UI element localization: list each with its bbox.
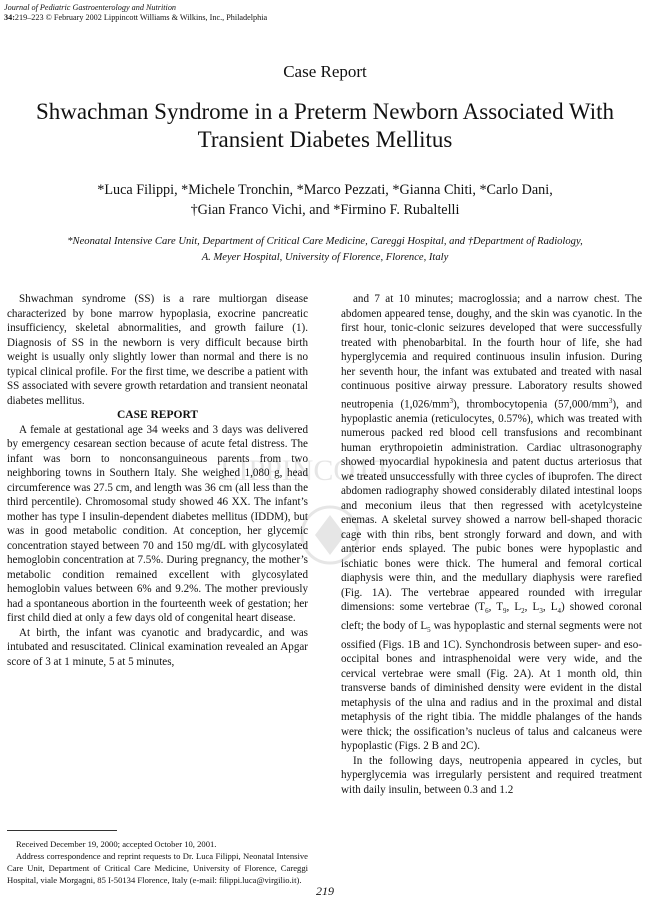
superscript: 3 bbox=[608, 396, 613, 405]
text-span: and 7 at 10 minutes; macroglossia; and a narrow chest. The abdomen appeared tense, doughy, and the skin was cyanotic. In the first hour, tonic-clonic seizures developed that were successfully treated with phenobarbital. In the fourth hour of life, she had hyperglycemia and required continuous insulin infusion. During her seventh hour, the infant was extubated and treated with nasal continuous positive airway pressure. Laboratory results showed neutropenia (1,026/mm bbox=[341, 293, 642, 411]
received-date-note: Received December 19, 2000; accepted October 10, 2001. bbox=[16, 839, 217, 849]
text-span: , L bbox=[524, 601, 540, 614]
subscript: 3 bbox=[539, 607, 543, 616]
author-list bbox=[0, 180, 650, 220]
correspondence-note: Address correspondence and reprint requests to Dr. Luca Filippi, Neonatal Intensive Care Unit, Department of Critical Care Medicine, University of Florence, Careggi Hospital, viale Morgagni, 85 I-50134 Florence, Italy (e-mail: filippi.luca@virgilio.it). bbox=[7, 851, 308, 885]
subscript: 5 bbox=[427, 626, 431, 635]
subscript: 6 bbox=[485, 607, 489, 616]
title-line-2: Transient Diabetes Mellitus bbox=[197, 127, 453, 152]
case-paragraph-3 bbox=[341, 292, 642, 754]
authors-line-2: †Gian Franco Vichi, and *Firmino F. Rubaltelli bbox=[190, 202, 460, 218]
volume-number: 34: bbox=[4, 13, 15, 22]
text-span: was hypoplastic and sternal segments were not ossified (Figs. 1B and 1C). Synchondrosis between super- and eso-occipital bones and intrasphenoidal were very wide, and the cervical vertebrae were small (Fig. 2A). At 1 month old, thin transverse bands of diminished density were evident in the distal metaphysis of the ulna and radius and in the proximal and distal metaphysis of the right tibia. The middle phalanges of the hands were thick; the ossification’s nucleus of talus and calcaneus were hypoplastic (Figs. 2 B and 2C). bbox=[341, 619, 642, 753]
journal-name: Journal of Pediatric Gastroenterology and Nutrition bbox=[4, 3, 177, 12]
footnote-divider bbox=[7, 830, 117, 831]
affiliations bbox=[0, 234, 650, 266]
text-span: ) showed coronal cleft; the body of L bbox=[341, 601, 643, 632]
affiliation-line-2: A. Meyer Hospital, University of Florence, Florence, Italy bbox=[201, 252, 449, 263]
page-number: 219 bbox=[316, 884, 334, 898]
running-header bbox=[4, 3, 267, 23]
subscript: 4 bbox=[557, 607, 561, 616]
authors-line-1: *Luca Filippi, *Michele Tronchin, *Marco Pezzati, *Gianna Chiti, *Carlo Dani, bbox=[97, 182, 553, 198]
text-span: , L bbox=[506, 601, 522, 614]
citation-line bbox=[4, 13, 267, 23]
watermark-text: LIPPINCOTT bbox=[220, 454, 392, 487]
case-paragraph-1: A female at gestational age 34 weeks and 3 days was delivered by emergency cesarean section because of acute fetal distress. The infant was born to nonconsanguineous parents from two neighboring towns in Southern Italy. She weighed 1,080 g, head circumference was 27.5 cm, and length was 36 cm (all less than the third percentile). Chromosomal study showed 46 XX. The infant’s mother has type I insulin-dependent diabetes mellitus (IDDM), but was in good metabolic condition. At conception, her glycemic concentration stayed between 70 and 150 mg/dL with glycosylated hemoglobin concentration at 7.5%. During pregnancy, the mother’s metabolic condition remained excellent with glycosylated hemoglobin values between 6% and 9.2%. The mother previously had a spontaneous abortion in the fourteenth week of gestation; her first child died at only a few days old of congenital heart disease. bbox=[7, 423, 308, 624]
right-column bbox=[341, 292, 642, 797]
affiliation-line-1: *Neonatal Intensive Care Unit, Department of Critical Care Medicine, Careggi Hospital, and †Department of Radiology, bbox=[67, 236, 583, 247]
citation-details: 219–223 © February 2002 Lippincott Williams & Wilkins, Inc., Philadelphia bbox=[14, 13, 268, 22]
text-span: ), and hypoplastic anemia (reticulocytes, 0.57%), which was treated with numerous packed red blood cell transfusions and recombinant human erythropoietin administration. Cardiac ultrasonography showed myocardial hypokinesia and patent ductus arteriosus that we treated unsuccessfully with three cycles of ibuprofen. The direct abdomen radiography showed considerably dilated intestinal loops and meconium ileus that then regressed with acetylcysteine enemas. A skeletal survey showed a narrow bell-shaped thoracic cage with thin ribs, bent strongly forward and down, and with anterior ends splayed. The pubic bones were hypoplastic and ischiatic bones were thick. The humeral and femoral cortical diaphysis were thin, and the medullary diaphysis were rarefied (Fig. 1A). The vertebrae appeared rounded with irregular dimensions: some vertebrae (T bbox=[341, 398, 642, 614]
subscript: 2 bbox=[521, 607, 525, 616]
case-paragraph-2: At birth, the infant was cyanotic and bradycardic, and was intubated and resuscitated. Clinical examination revealed an Apgar score of 3 at 1 minute, 5 at 5 minutes, bbox=[7, 626, 308, 668]
section-heading-case-report: CASE REPORT bbox=[116, 409, 199, 421]
left-column bbox=[7, 292, 308, 669]
title-line-1: Shwachman Syndrome in a Preterm Newborn Associated With bbox=[35, 99, 614, 124]
abstract-paragraph: Shwachman syndrome (SS) is a rare multiorgan disease characterized by bone marrow hypoplasia, exocrine pancreatic insufficiency, skeletal abnormalities, and growth failure (1). Diagnosis of SS in the newborn is very difficult because birth weight is usually only slightly lower than normal and there is no typical clinical profile. For the first time, we describe a patient with SS associated with severe growth retardation and transient neonatal diabetes mellitus. bbox=[7, 293, 308, 407]
footnotes bbox=[7, 838, 308, 886]
superscript: 3 bbox=[449, 396, 453, 405]
article-type: Case Report bbox=[283, 62, 367, 81]
case-paragraph-4: In the following days, neutropenia appeared in cycles, but hyperglycemia was irregularly persistent and required treatment with daily insulin, between 0.3 and 1.2 bbox=[341, 754, 642, 796]
text-span: , T bbox=[488, 601, 504, 614]
text-span: , L bbox=[542, 601, 558, 614]
subscript: 9 bbox=[503, 607, 507, 616]
text-span: ), thrombocytopenia (57,000/mm bbox=[452, 398, 609, 411]
article-title bbox=[0, 98, 650, 154]
